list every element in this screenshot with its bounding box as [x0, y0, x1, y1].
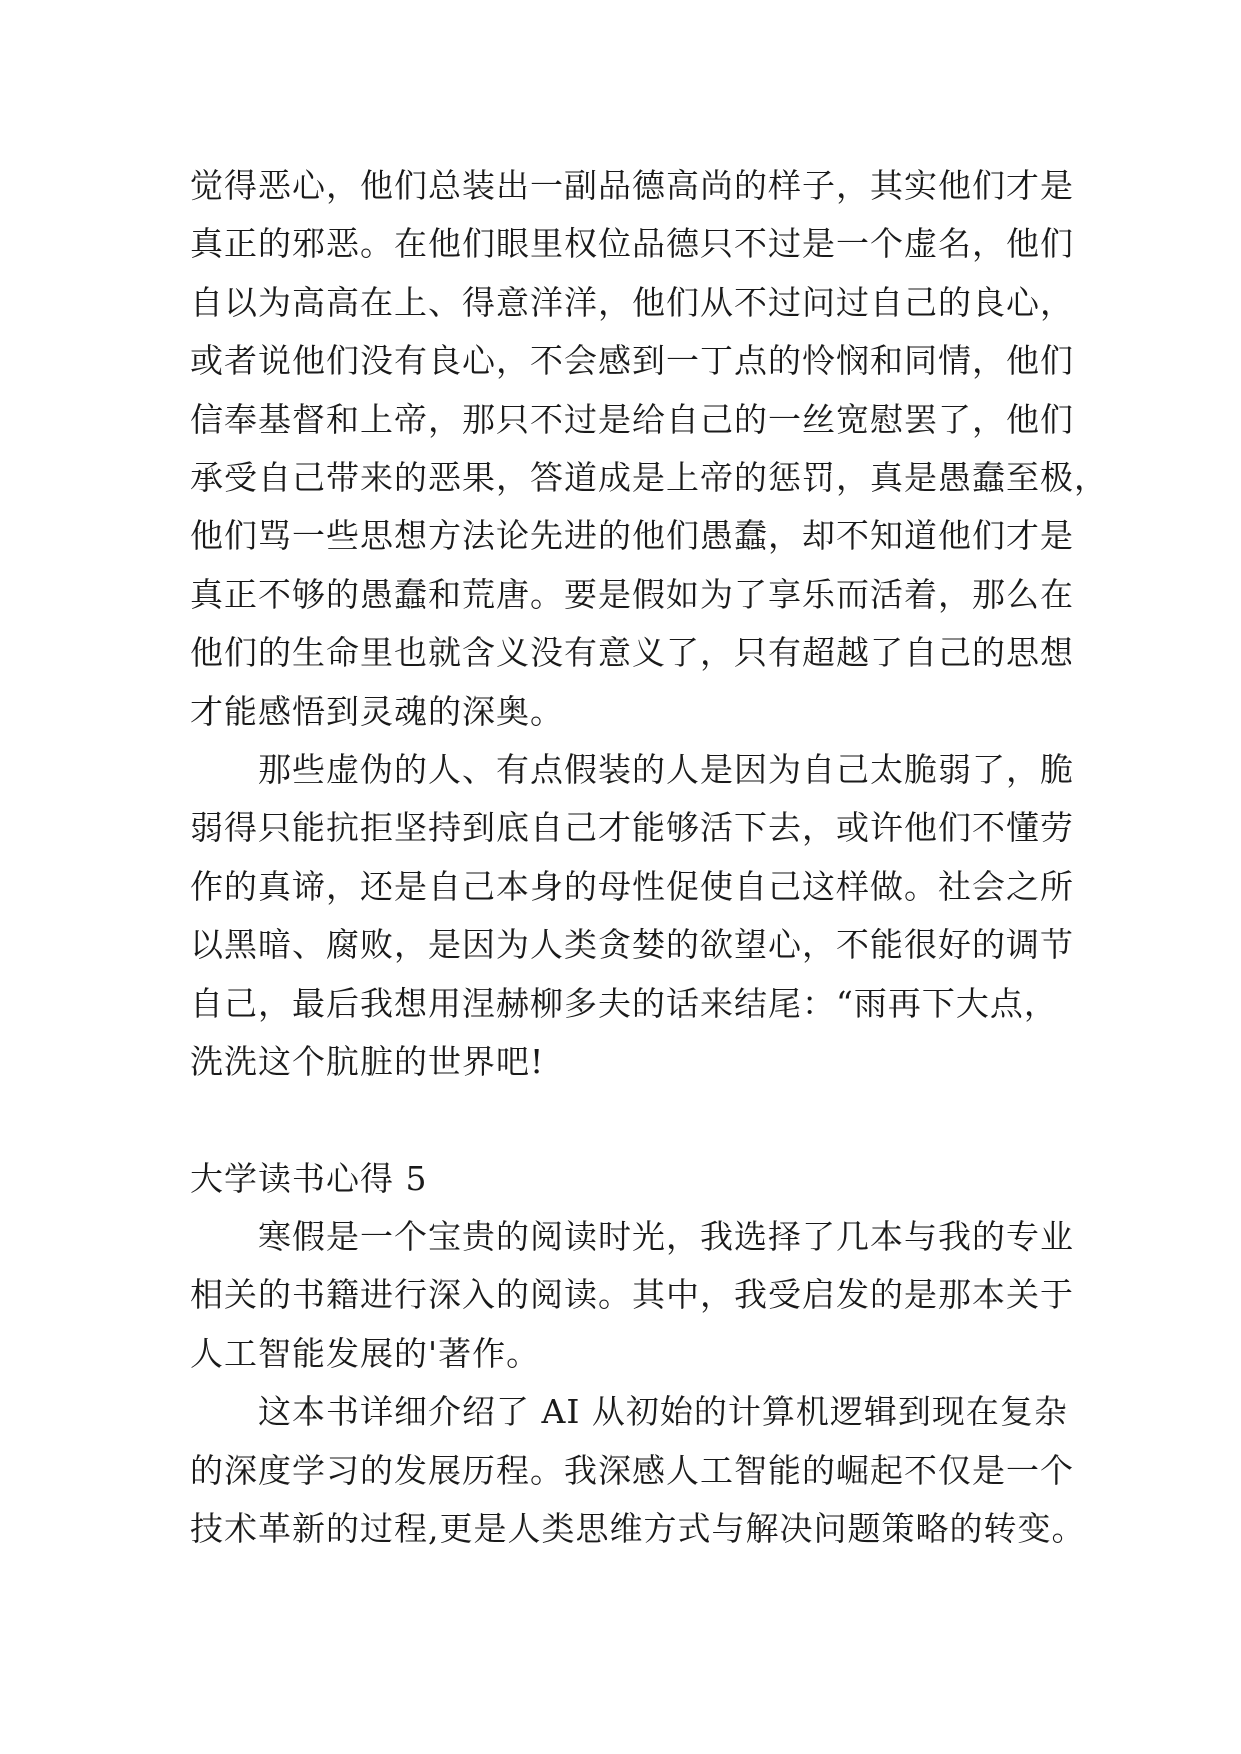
text-line: 真正不够的愚蠢和荒唐。要是假如为了享乐而活着，那么在 — [190, 574, 1074, 614]
text-line: 寒假是一个宝贵的阅读时光，我选择了几本与我的专业 — [258, 1216, 1074, 1256]
text-line: 真正的邪恶。在他们眼里权位品德只不过是一个虚名，他们 — [190, 224, 1074, 264]
text-line: 觉得恶心，他们总装出一副品德高尚的样子，其实他们才是 — [190, 166, 1074, 205]
text-line: 相关的书籍进行深入的阅读。其中，我受启发的是那本关于 — [190, 1275, 1074, 1315]
section-gap — [190, 1092, 1050, 1150]
text-line: 他们骂一些思想方法论先进的他们愚蠢，却不知道他们才是 — [190, 516, 1074, 556]
text-line: 以黑暗、腐败，是因为人类贪婪的欲望心，不能很好的调节 — [190, 925, 1074, 965]
paragraph-continuation — [190, 157, 1108, 741]
text-line: 自己，最后我想用涅赫柳多夫的话来结尾：“雨再下大点， — [190, 983, 1058, 1023]
text-line: 自以为高高在上、得意洋洋，他们从不过问过自己的良心， — [190, 282, 1074, 322]
text-line: 他们的生命里也就含义没有意义了，只有超越了自己的思想 — [190, 633, 1074, 673]
text-line: 洗洗这个肮脏的世界吧! — [190, 1042, 545, 1082]
text-line: 那些虚伪的人、有点假装的人是因为自己太脆弱了，脆 — [258, 750, 1074, 790]
paragraph-book-summary — [190, 1383, 1086, 1558]
document-body — [190, 157, 1108, 1558]
section-heading: 大学读书心得 5 — [190, 1158, 428, 1198]
text-line: 或者说他们没有良心，不会感到一丁点的怜悯和同情，他们 — [190, 341, 1074, 381]
text-line: 承受自己带来的恶果，答道成是上帝的惩罚，真是愚蠢至极， — [190, 458, 1108, 498]
text-line: 才能感悟到灵魂的深奥。 — [190, 691, 564, 731]
paragraph-conclusion — [190, 741, 1074, 1091]
text-line: 作的真谛，还是自己本身的母性促使自己这样做。社会之所 — [190, 866, 1074, 906]
text-line: 的深度学习的发展历程。我深感人工智能的崛起不仅是一个 — [190, 1450, 1074, 1490]
text-line: 技术革新的过程,更是人类思维方式与解决问题策略的转变。 — [190, 1508, 1086, 1548]
text-line: 信奉基督和上帝，那只不过是给自己的一丝宽慰罢了，他们 — [190, 399, 1074, 439]
text-line: 人工智能发展的'著作。 — [190, 1333, 541, 1373]
text-line: 这本书详细介绍了 AI 从初始的计算机逻辑到现在复杂 — [258, 1392, 1068, 1432]
text-line: 弱得只能抗拒坚持到底自己才能够活下去，或许他们不懂劳 — [190, 808, 1074, 848]
paragraph-intro — [190, 1208, 1074, 1383]
